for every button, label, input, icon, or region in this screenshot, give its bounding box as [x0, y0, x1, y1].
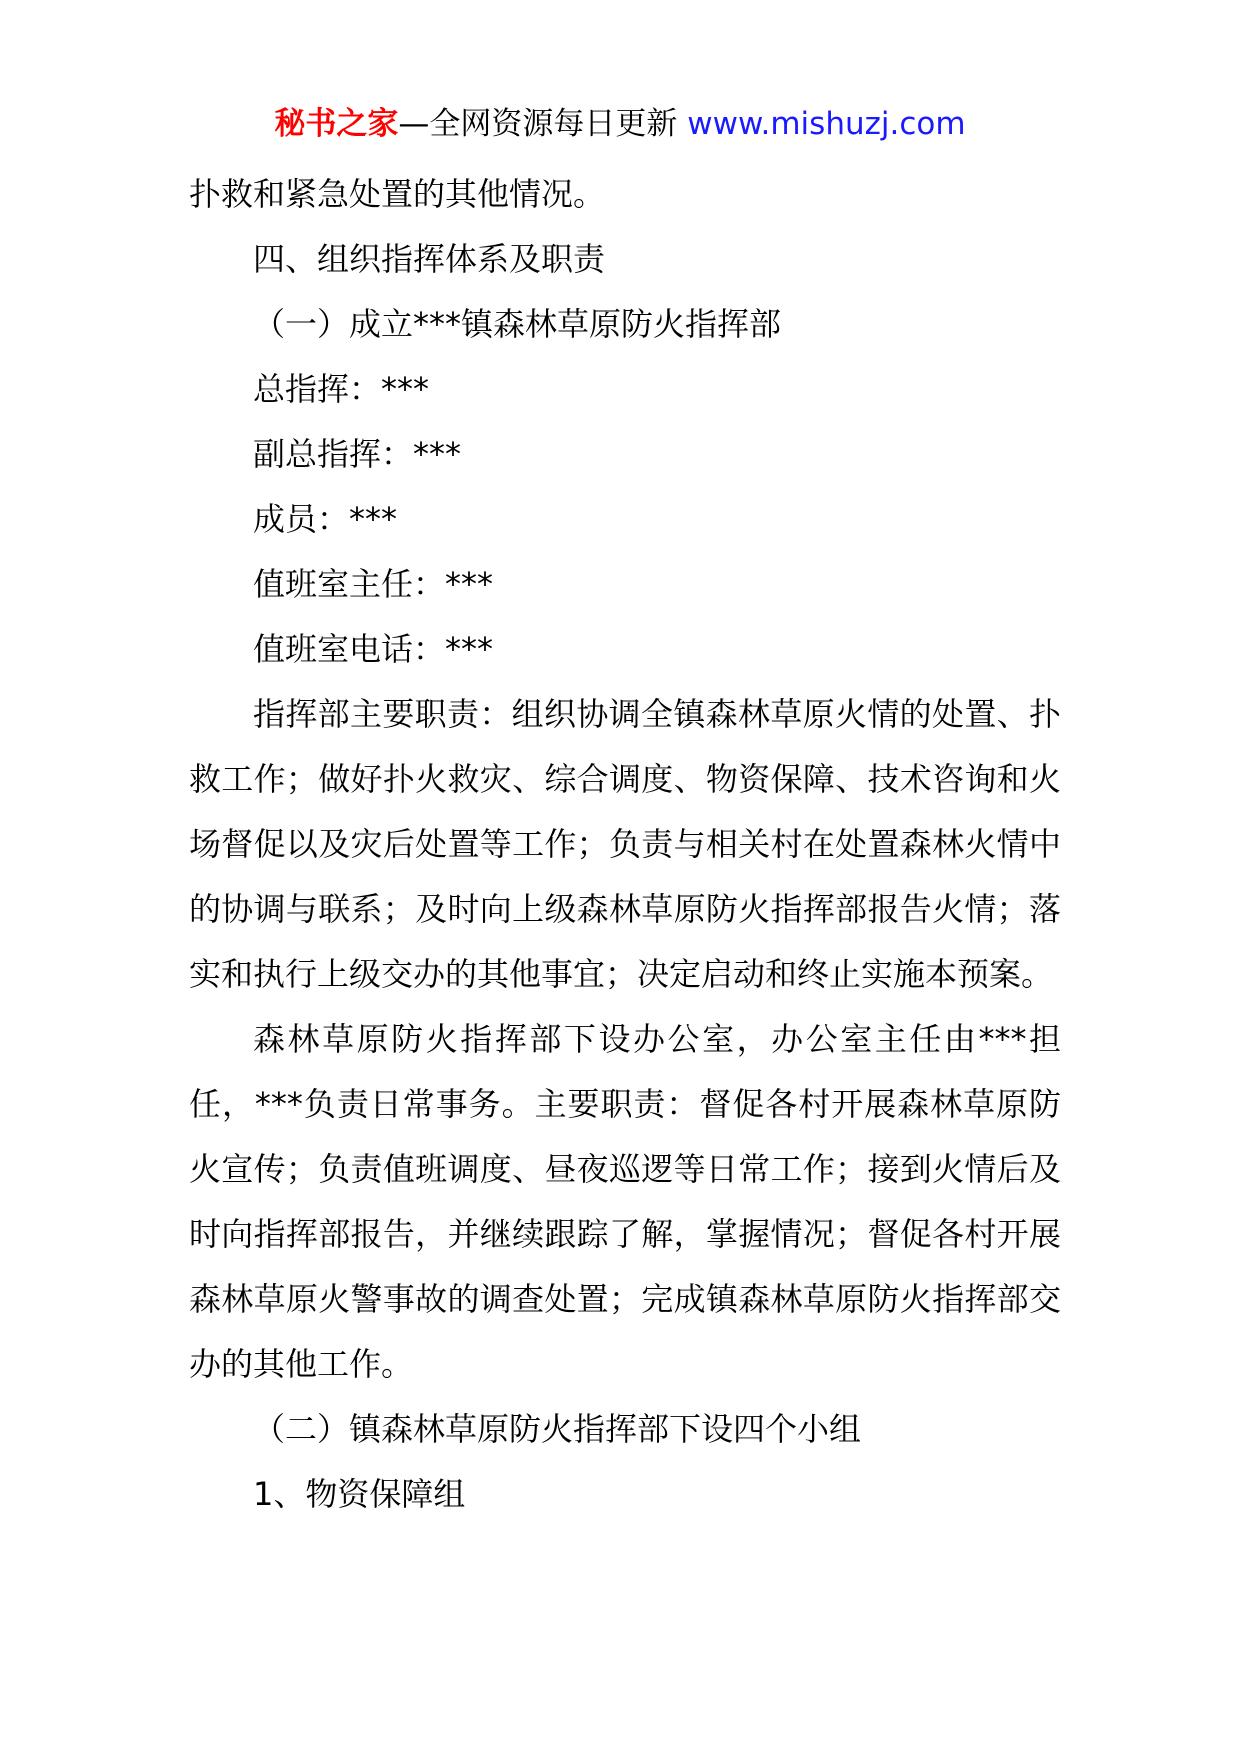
members-line: 成员：*** — [253, 500, 398, 538]
paragraph-office-duties: 森林草原防火指挥部下设办公室，办公室主任由***担任，***负责日常事务。主要职责：督促各村开展森林草原防火宣传；负责值班调度、昼夜巡逻等日常工作；接到火情后及时向指挥部报告，并继续跟踪了解，掌握情况；督促各村开展森林草原火警事故的调查处置；完成镇森林草原防火指挥部交办的其他工作。 — [189, 1020, 1061, 1383]
group-heading-1: 1、物资保障组 — [253, 1475, 466, 1513]
paragraph-hq-duties: 指挥部主要职责：组织协调全镇森林草原火情的处置、扑救工作；做好扑火救灾、综合调度、物资保障、技术咨询和火场督促以及灾后处置等工作；负责与相关村在处置森林火情中的协调与联系；及时向上级森林草原防火指挥部报告火情；落实和执行上级交办的其他事宜；决定启动和终止实施本预案。 — [189, 695, 1061, 993]
site-url-link[interactable]: www.mishuzj.com — [687, 106, 966, 142]
commander-line: 总指挥：*** — [253, 370, 430, 408]
subsection-heading-2: （二）镇森林草原防火指挥部下设四个小组 — [253, 1410, 862, 1448]
site-brand: 秘书之家 — [274, 106, 399, 142]
duty-director-line: 值班室主任：*** — [253, 565, 494, 603]
section-heading-4: 四、组织指挥体系及职责 — [253, 240, 606, 278]
site-tagline: —全网资源每日更新 — [398, 106, 688, 142]
site-header — [0, 98, 1240, 150]
deputy-commander-line: 副总指挥：*** — [253, 435, 462, 473]
paragraph-continuation: 扑救和紧急处置的其他情况。 — [189, 175, 606, 213]
document-body — [189, 162, 1061, 1527]
duty-phone-line: 值班室电话：*** — [253, 630, 494, 668]
subsection-heading-1: （一）成立***镇森林草原防火指挥部 — [253, 305, 782, 343]
